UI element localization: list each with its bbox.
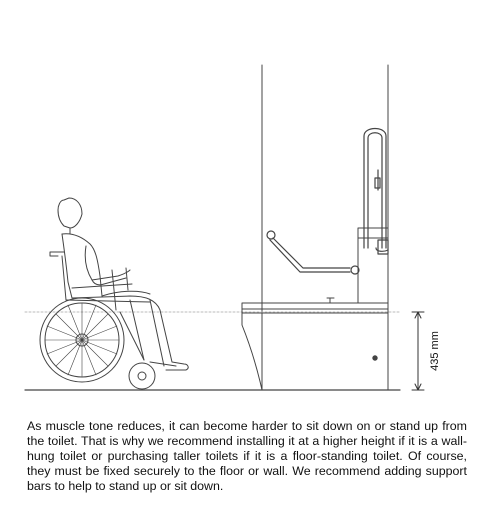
height-dimension-label: 435 mm [429,331,441,371]
height-dimension-line [412,312,424,390]
caption-text: As muscle tone reduces, it can become harder to sit down on or stand up from the toilet. That is why we recommend installing it at a higher height if it is a wall-hung toilet or purchasing taller toilets if it is a floor-standing toilet. Of course, they must be fixed securely to the floor or wall. We recommend adding support bars to help to stand up or sit down. [27,419,467,493]
toilet-cistern [358,228,388,303]
fold-up-grab-bar [364,129,388,255]
wheelchair [40,252,176,389]
angled-wall-grab-bar [267,231,359,274]
